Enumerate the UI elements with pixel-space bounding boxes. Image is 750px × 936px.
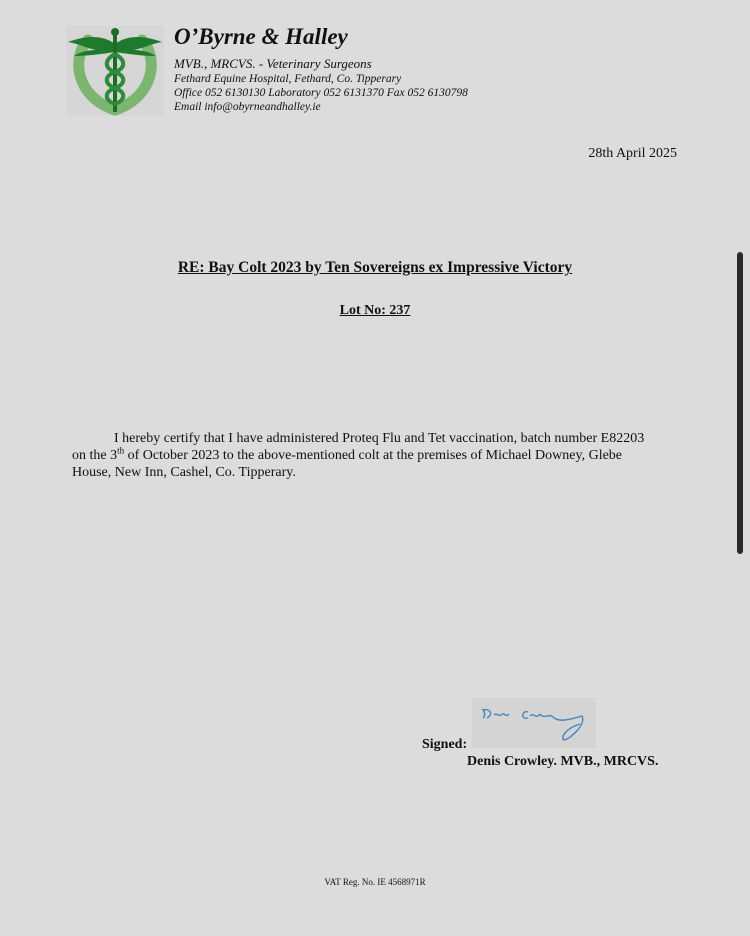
certification-paragraph [72,430,672,481]
phone-numbers: Office 052 6130130 Laboratory 052 6131370 Fax 052 6130798 [174,87,468,99]
caduceus-horseshoe-icon [66,26,164,116]
body-line-1: I hereby certify that I have administered Proteq Flu and Tet vaccination, batch number E82203 [114,431,645,446]
signed-label: Signed: [422,737,468,752]
letter-date: 28th April 2025 [588,146,677,161]
lot-number: Lot No: 237 [339,303,411,318]
scrollbar[interactable] [737,252,743,554]
signer-name: Denis Crowley. MVB., MRCVS. [467,754,659,769]
firm-name: O’Byrne & Halley [174,24,348,49]
email: Email info@obyrneandhalley.ie [174,101,321,113]
address: Fethard Equine Hospital, Fethard, Co. Tipperary [174,73,402,85]
body-line-3: House, New Inn, Cashel, Co. Tipperary. [72,465,296,480]
qualifications: MVB., MRCVS. - Veterinary Surgeons [174,56,372,71]
body-line-2: on the 3th of October 2023 to the above-mentioned colt at the premises of Michael Downey, Glebe [72,445,623,463]
vat-number: VAT Reg. No. IE 4568971R [324,877,426,887]
handwritten-signature [472,698,596,748]
subject-line: RE: Bay Colt 2023 by Ten Sovereigns ex Impressive Victory [177,259,573,276]
